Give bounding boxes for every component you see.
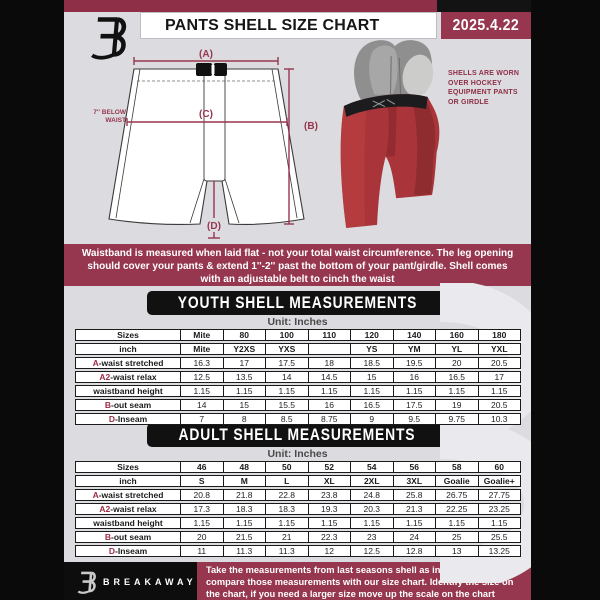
table-cell: 1.15 xyxy=(224,385,267,397)
youth-unit-label: Unit: Inches xyxy=(267,316,328,328)
table-cell: 1.15 xyxy=(266,385,309,397)
table-cell: 25 xyxy=(436,531,479,543)
row-label: waistband height xyxy=(75,385,181,397)
table-cell: 13 xyxy=(436,545,479,557)
table-cell: 180 xyxy=(479,329,522,341)
measure-b-label: (B) xyxy=(304,121,318,132)
table-cell: 80 xyxy=(224,329,267,341)
table-cell: XL xyxy=(309,475,352,487)
measure-d-label: (D) xyxy=(207,221,221,232)
table-cell: 8.75 xyxy=(309,413,352,425)
table-cell: 9.75 xyxy=(436,413,479,425)
table-cell: Mite xyxy=(181,329,224,341)
table-cell: 1.15 xyxy=(309,385,352,397)
table-cell: 16.5 xyxy=(436,371,479,383)
table-row xyxy=(75,461,521,473)
youth-measurements-table xyxy=(75,327,521,427)
youth-section-header: YOUTH SHELL MEASUREMENTS xyxy=(147,291,447,315)
shell-photo-note: SHELLS ARE WORN OVER HOCKEY EQUIPMENT PANTS OR GIRDLE xyxy=(448,70,520,106)
top-accent-strip-dark xyxy=(437,0,531,12)
table-cell: 12 xyxy=(309,545,352,557)
table-cell: YXL xyxy=(479,343,522,355)
row-label: D-Inseam xyxy=(75,413,181,425)
table-cell: 17 xyxy=(479,371,522,383)
table-cell: 1.15 xyxy=(181,385,224,397)
adult-measurements-table xyxy=(75,459,521,559)
table-cell: Y2XS xyxy=(224,343,267,355)
table-cell: 21.5 xyxy=(224,531,267,543)
table-row xyxy=(75,385,521,397)
table-cell: 21.3 xyxy=(394,503,437,515)
table-cell: 1.15 xyxy=(436,517,479,529)
info-banner xyxy=(64,244,531,286)
table-cell: Goalie+ xyxy=(479,475,522,487)
table-cell: 56 xyxy=(394,461,437,473)
table-row xyxy=(75,517,521,529)
row-label: A2-waist relax xyxy=(75,371,181,383)
table-cell: 60 xyxy=(479,461,522,473)
table-cell: 120 xyxy=(351,329,394,341)
table-cell: 16.3 xyxy=(181,357,224,369)
table-cell: 23.8 xyxy=(309,489,352,501)
shell-photo xyxy=(336,36,466,240)
table-cell: S xyxy=(181,475,224,487)
brand-wordmark: BREAKAWAY xyxy=(103,577,197,587)
table-cell: 1.15 xyxy=(394,517,437,529)
table-cell: 23 xyxy=(351,531,394,543)
table-cell: 15 xyxy=(224,399,267,411)
table-row xyxy=(75,545,521,557)
table-row xyxy=(75,371,521,383)
table-row xyxy=(75,357,521,369)
table-cell: 1.15 xyxy=(479,517,522,529)
row-label: A2-waist relax xyxy=(75,503,181,515)
row-label: B-out seam xyxy=(75,399,181,411)
table-cell: 17.5 xyxy=(394,399,437,411)
table-cell: 160 xyxy=(436,329,479,341)
table-cell: 27.75 xyxy=(479,489,522,501)
table-cell: 12.8 xyxy=(394,545,437,557)
row-label: Sizes xyxy=(75,329,181,341)
table-cell: 19.5 xyxy=(394,357,437,369)
table-cell: 1.15 xyxy=(351,517,394,529)
table-cell: 20.8 xyxy=(181,489,224,501)
table-cell: 13.25 xyxy=(479,545,522,557)
table-cell: 140 xyxy=(394,329,437,341)
table-cell: 10.3 xyxy=(479,413,522,425)
table-cell: 8 xyxy=(224,413,267,425)
table-cell: 1.15 xyxy=(394,385,437,397)
table-cell: 14 xyxy=(181,399,224,411)
table-cell: 19 xyxy=(436,399,479,411)
row-label: D-Inseam xyxy=(75,545,181,557)
table-cell: 21.8 xyxy=(224,489,267,501)
table-cell: 18.3 xyxy=(266,503,309,515)
table-cell: 9.5 xyxy=(394,413,437,425)
pants-diagram xyxy=(84,48,334,244)
table-row xyxy=(75,343,521,355)
table-cell: YS xyxy=(351,343,394,355)
table-cell: 11.3 xyxy=(266,545,309,557)
table-row xyxy=(75,329,521,341)
table-cell: 12.5 xyxy=(181,371,224,383)
row-label: B-out seam xyxy=(75,531,181,543)
row-label: inch xyxy=(75,475,181,487)
table-cell: 1.15 xyxy=(224,517,267,529)
table-row xyxy=(75,489,521,501)
table-cell: 17 xyxy=(224,357,267,369)
table-cell: 18.3 xyxy=(224,503,267,515)
measure-c-label: (C) xyxy=(199,109,213,120)
table-cell: 15.5 xyxy=(266,399,309,411)
table-cell: 52 xyxy=(309,461,352,473)
table-cell: 2XL xyxy=(351,475,394,487)
table-cell: 54 xyxy=(351,461,394,473)
table-cell: YXS xyxy=(266,343,309,355)
table-cell: 46 xyxy=(181,461,224,473)
table-cell: 22.25 xyxy=(436,503,479,515)
info-banner-text: Waistband is measured when laid flat - not your total waist circumference. The leg opening should cover your pants & extend 1''-2'' past the bottom of your pant/girdle. Shell comes with an adjustable belt to cinch the waist xyxy=(81,248,514,286)
table-row xyxy=(75,413,521,425)
table-row xyxy=(75,503,521,515)
breakaway-footer-logo-icon xyxy=(77,569,99,595)
table-cell: 11.3 xyxy=(224,545,267,557)
table-cell: 1.15 xyxy=(309,517,352,529)
table-cell: 17.3 xyxy=(181,503,224,515)
table-cell: Mite xyxy=(181,343,224,355)
measure-a-label: (A) xyxy=(199,49,213,60)
table-row xyxy=(75,531,521,543)
table-cell: Goalie xyxy=(436,475,479,487)
table-cell: 8.5 xyxy=(266,413,309,425)
table-cell: 58 xyxy=(436,461,479,473)
table-cell: 23.25 xyxy=(479,503,522,515)
table-cell: 22.3 xyxy=(309,531,352,543)
table-cell: M xyxy=(224,475,267,487)
table-cell: L xyxy=(266,475,309,487)
table-cell: 1.15 xyxy=(181,517,224,529)
table-cell: 18 xyxy=(309,357,352,369)
table-cell: 20.5 xyxy=(479,399,522,411)
table-cell: 16.5 xyxy=(351,399,394,411)
table-cell: 20.3 xyxy=(351,503,394,515)
size-chart-page xyxy=(64,0,531,600)
table-cell: 17.5 xyxy=(266,357,309,369)
table-cell: 7 xyxy=(181,413,224,425)
table-cell: 20.5 xyxy=(479,357,522,369)
table-cell: 15 xyxy=(351,371,394,383)
table-cell: 100 xyxy=(266,329,309,341)
table-cell: 1.15 xyxy=(266,517,309,529)
table-cell: YL xyxy=(436,343,479,355)
table-cell: 1.15 xyxy=(479,385,522,397)
table-cell: 16 xyxy=(394,371,437,383)
table-cell xyxy=(309,343,352,355)
table-cell: 1.15 xyxy=(436,385,479,397)
table-cell: 1.15 xyxy=(351,385,394,397)
table-cell: 3XL xyxy=(394,475,437,487)
table-cell: 20 xyxy=(436,357,479,369)
table-cell: 19.3 xyxy=(309,503,352,515)
table-cell: YM xyxy=(394,343,437,355)
table-cell: 26.75 xyxy=(436,489,479,501)
table-row xyxy=(75,399,521,411)
top-accent-strip xyxy=(64,0,437,12)
row-label: waistband height xyxy=(75,517,181,529)
footer-note: Take the measurements from last seasons shell as instructed above compare those measurements with our size chart. Identify the size on the chart, if you need a larger size move up the scale on the chart xyxy=(197,562,531,600)
table-cell: 14 xyxy=(266,371,309,383)
table-cell: 110 xyxy=(309,329,352,341)
table-cell: 12.5 xyxy=(351,545,394,557)
table-cell: 9 xyxy=(351,413,394,425)
row-label: inch xyxy=(75,343,181,355)
below-waist-note: 7'' BELOW WAIST xyxy=(93,109,126,124)
table-cell: 48 xyxy=(224,461,267,473)
page-title: PANTS SHELL SIZE CHART xyxy=(140,12,437,39)
adult-unit-label: Unit: Inches xyxy=(267,448,328,460)
row-label: A-waist stretched xyxy=(75,489,181,501)
table-cell: 16 xyxy=(309,399,352,411)
table-cell: 20 xyxy=(181,531,224,543)
table-cell: 24.8 xyxy=(351,489,394,501)
table-row xyxy=(75,475,521,487)
table-cell: 13.5 xyxy=(224,371,267,383)
table-cell: 24 xyxy=(394,531,437,543)
table-cell: 14.5 xyxy=(309,371,352,383)
table-cell: 11 xyxy=(181,545,224,557)
table-cell: 25.8 xyxy=(394,489,437,501)
date-badge: 2025.4.22 xyxy=(441,12,531,39)
row-label: A-waist stretched xyxy=(75,357,181,369)
table-cell: 25.5 xyxy=(479,531,522,543)
adult-section-header: ADULT SHELL MEASUREMENTS xyxy=(147,423,447,447)
row-label: Sizes xyxy=(75,461,181,473)
table-cell: 50 xyxy=(266,461,309,473)
table-cell: 21 xyxy=(266,531,309,543)
table-cell: 18.5 xyxy=(351,357,394,369)
table-cell: 22.8 xyxy=(266,489,309,501)
